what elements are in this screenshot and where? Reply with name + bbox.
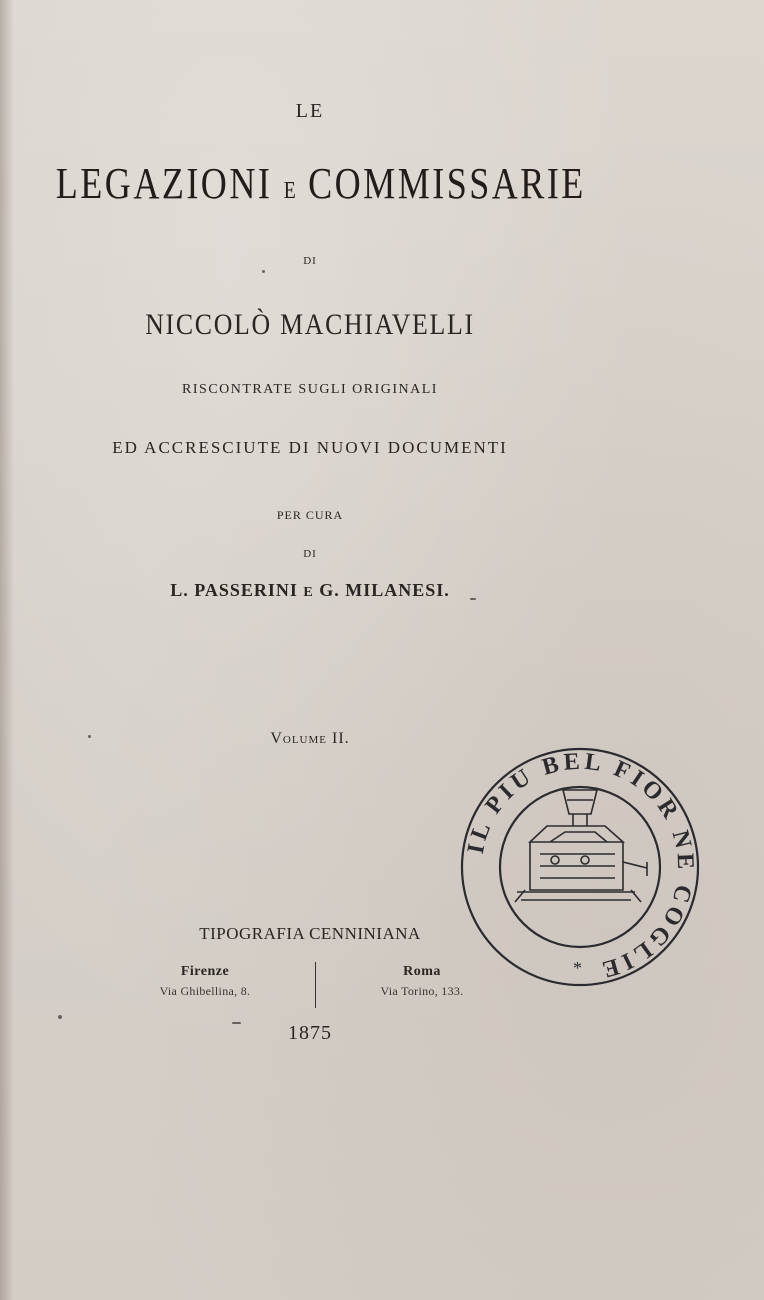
title-article: LE	[295, 100, 325, 122]
main-title-conjunction: E	[283, 178, 297, 204]
editor-conjunction: E	[303, 585, 314, 600]
city-roma-address: Via Torino, 133.	[380, 984, 464, 998]
paper-speck	[88, 735, 91, 738]
main-title-part2: COMMISSARIE	[308, 159, 586, 208]
city-firenze-name: Firenze	[180, 964, 230, 979]
stamp-motto: IL PIU BEL FIOR NE COGLIE	[462, 748, 699, 984]
edited-by-di: DI	[303, 548, 317, 560]
library-stamp	[455, 742, 705, 992]
sifter-illustration-icon	[515, 790, 647, 902]
subtitle-line-2: ED ACCRESCIUTE DI NUOVI DOCUMENTI	[112, 438, 508, 457]
volume-number: Volume II.	[270, 730, 350, 747]
editor-2: G. MILANESI.	[319, 580, 450, 600]
page-edge-shadow	[0, 0, 14, 1300]
editors	[0, 580, 620, 601]
subtitle-line-1: RISCONTRATE SUGLI ORIGINALI	[182, 382, 438, 397]
by-label: DI	[303, 255, 317, 267]
author-name: NICCOLÒ MACHIAVELLI	[145, 308, 475, 341]
city-firenze-address: Via Ghibellina, 8.	[159, 984, 251, 998]
publisher-name: TIPOGRAFIA CENNINIANA	[199, 924, 421, 943]
paper-speck	[470, 598, 476, 600]
main-title	[55, 158, 586, 209]
paper-speck	[232, 1022, 241, 1024]
main-title-part1: LEGAZIONI	[55, 159, 273, 208]
stamp-star-icon: *	[573, 958, 582, 978]
city-roma-name: Roma	[403, 964, 441, 979]
stamp-inner-ring	[500, 787, 660, 947]
paper-speck	[262, 270, 265, 273]
paper-speck	[58, 1015, 62, 1019]
imprint-firenze	[135, 964, 275, 999]
imprint-divider	[315, 962, 316, 1008]
edited-by-label: PER CURA	[276, 508, 344, 522]
editor-1: L. PASSERINI	[170, 580, 298, 600]
publication-year: 1875	[288, 1022, 332, 1044]
